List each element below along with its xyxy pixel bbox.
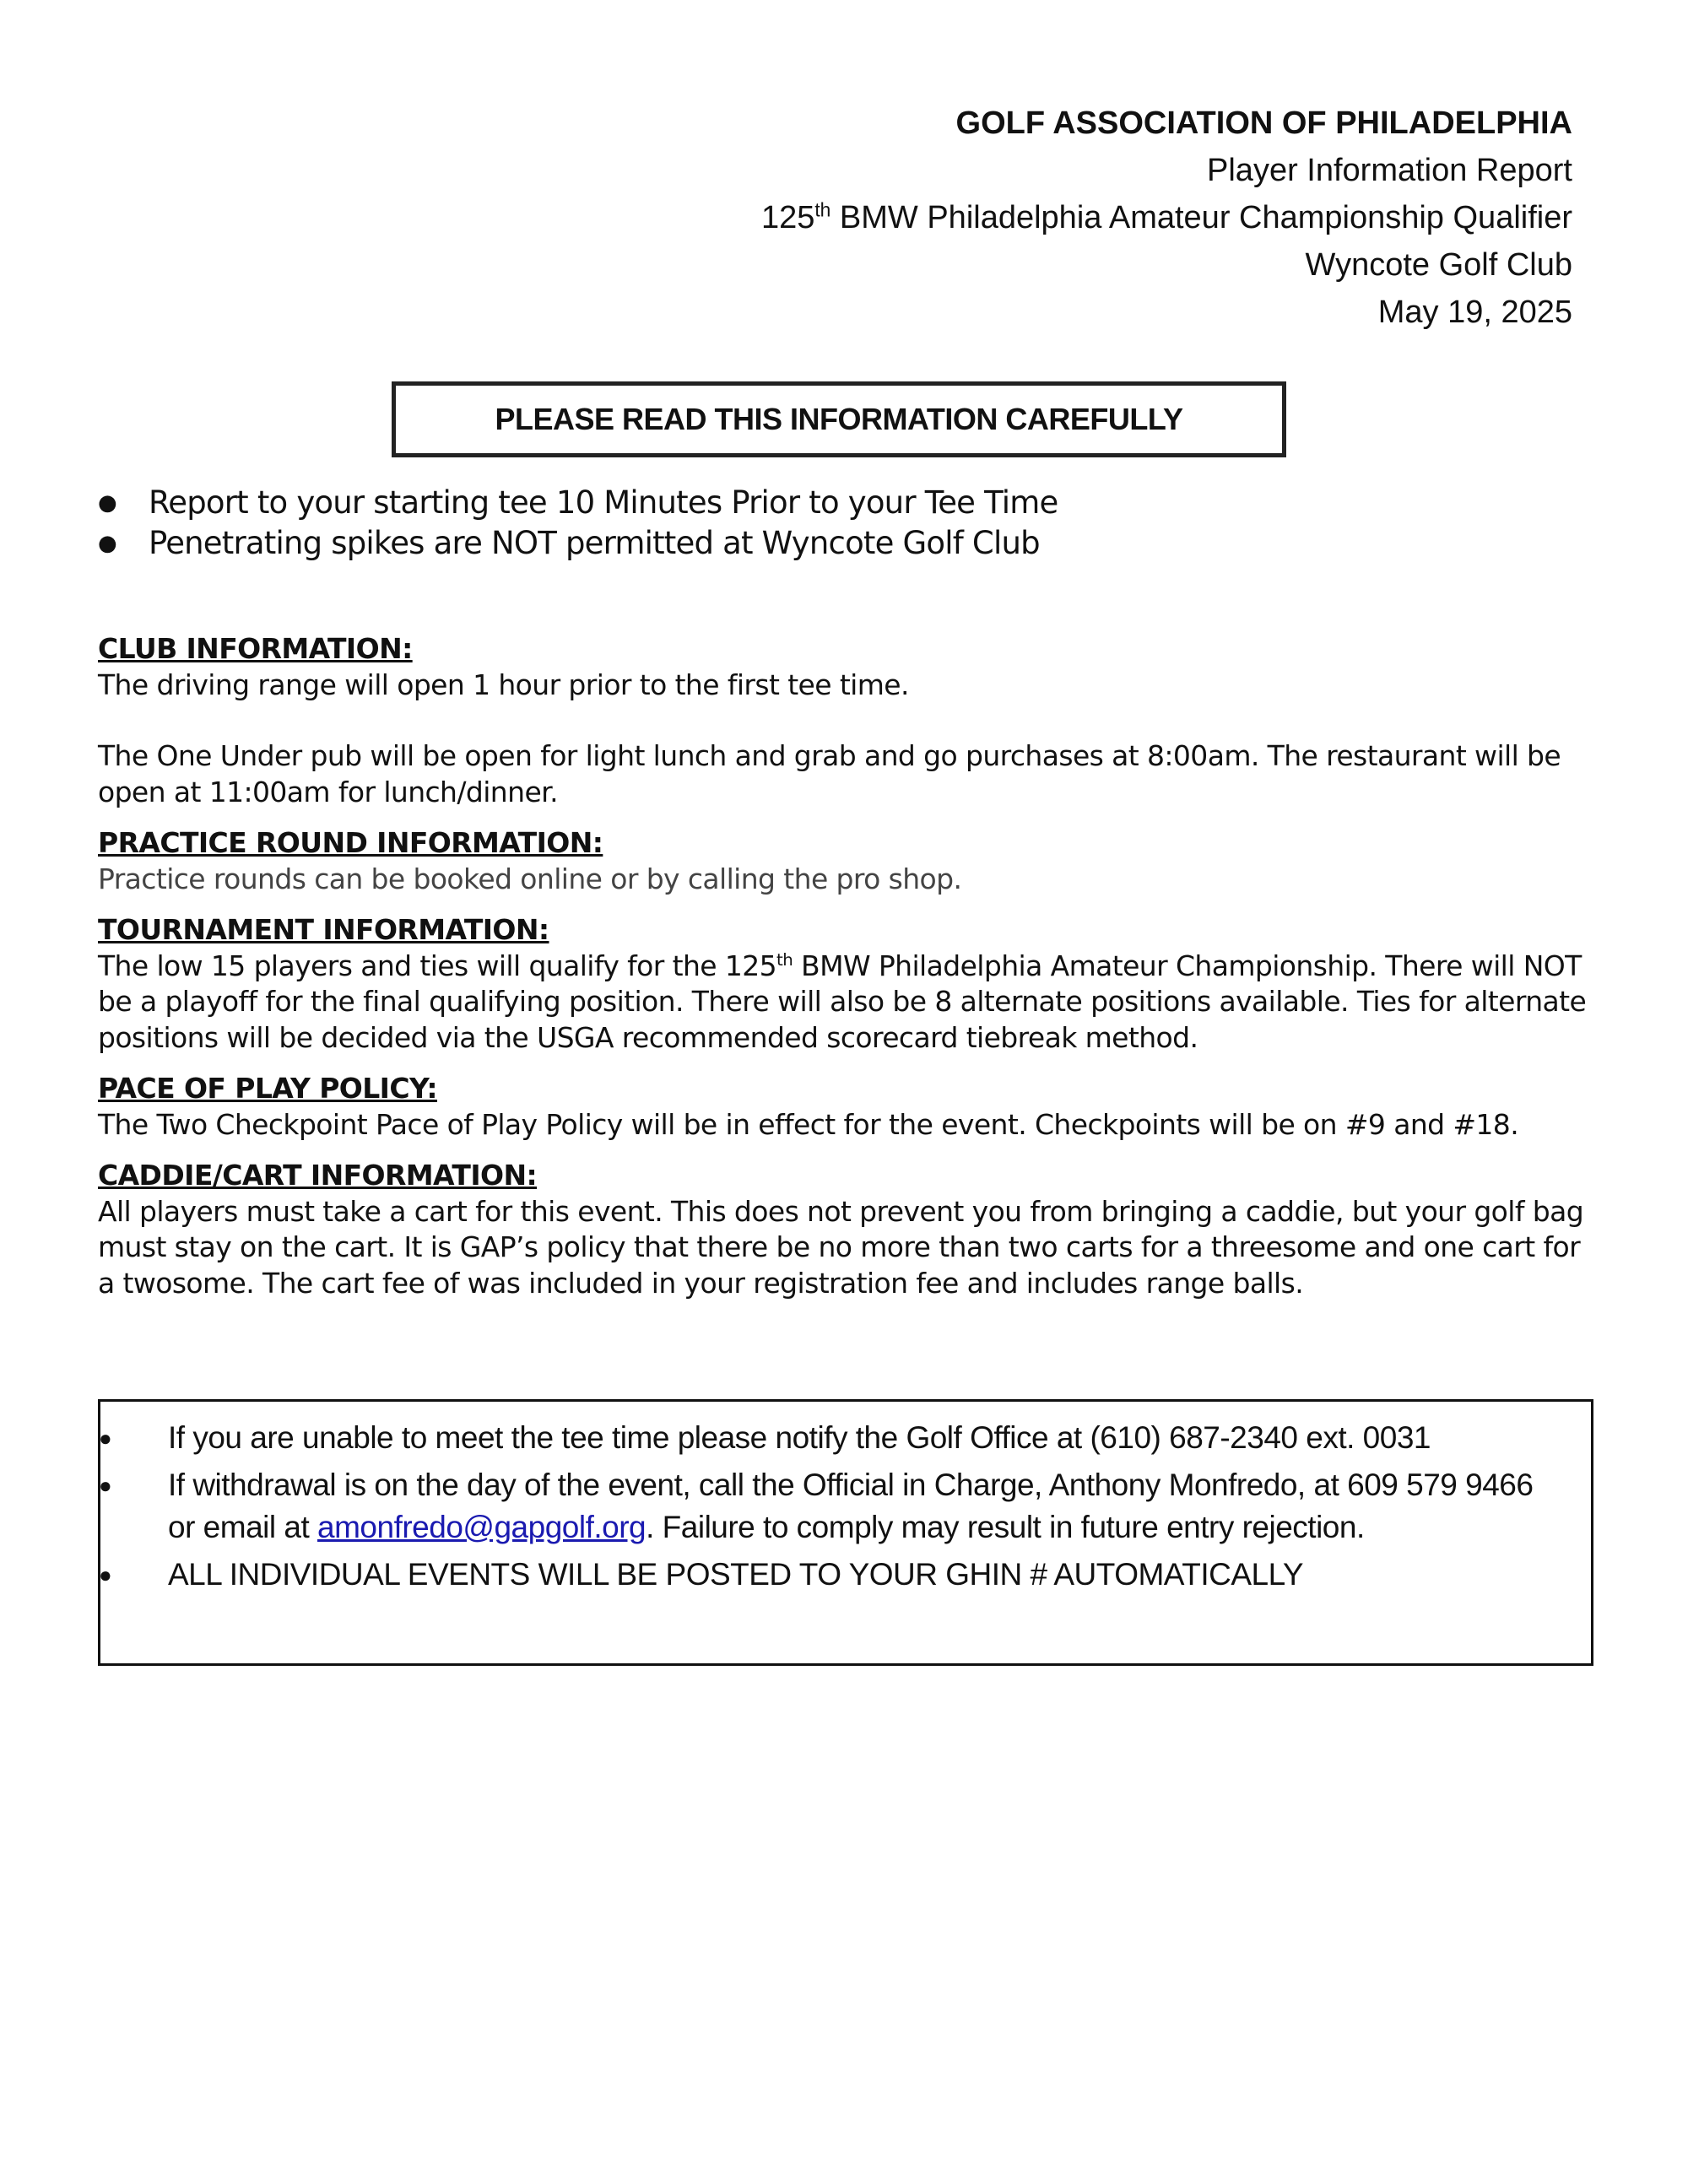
org-name: GOLF ASSOCIATION OF PHILADELPHIA [955, 105, 1572, 141]
document-header [761, 100, 1572, 336]
list-item: ● Penetrating spikes are NOT permitted at Wyncote Golf Club [98, 523, 1058, 564]
ordinal-suffix: th [814, 198, 831, 221]
list-item: ● ALL INDIVIDUAL EVENTS WILL BE POSTED TO YOUR GHIN # AUTOMATICALLY [168, 1554, 1557, 1596]
event-name [761, 194, 1572, 241]
list-item [168, 1464, 1557, 1549]
text: The low 15 players and ties will qualify for the 125 [98, 949, 777, 982]
notice-banner: PLEASE READ THIS INFORMATION CAREFULLY [392, 381, 1286, 457]
section-heading-pace: PACE OF PLAY POLICY: [98, 1072, 437, 1105]
email-link[interactable]: amonfredo@gapgolf.org [317, 1510, 647, 1544]
venue: Wyncote Golf Club [1305, 247, 1572, 283]
event-date: May 19, 2025 [1377, 295, 1572, 330]
report-title: Player Information Report [1207, 153, 1572, 188]
club-text: The One Under pub will be open for light lunch and grab and go purchases at 8:00am. The restaurant will be open at 11:00am for lunch/dinner. [98, 739, 1561, 808]
section-heading-tournament: TOURNAMENT INFORMATION: [98, 913, 549, 946]
info-sections [98, 631, 1600, 1301]
top-bullet-list [98, 483, 1058, 564]
pace-text: The Two Checkpoint Pace of Play Policy will be in effect for the event. Checkpoints will be on #9 and #18. [98, 1107, 1519, 1141]
list-item: ● If you are unable to meet the tee time please notify the Golf Office at (610) 687-2340 ext. 0031 [168, 1417, 1557, 1459]
text: . Failure to comply may result in future entry rejection. [646, 1510, 1365, 1544]
club-text: The driving range will open 1 hour prior to the first tee time. [98, 668, 909, 701]
ordinal-suffix: th [776, 949, 793, 970]
tournament-text [98, 949, 1600, 1057]
section-heading-caddie: CADDIE/CART INFORMATION: [98, 1159, 538, 1192]
list-item: ● Report to your starting tee 10 Minutes Prior to your Tee Time [98, 483, 1058, 523]
event-number: 125 [760, 200, 815, 235]
text: BMW Philadelphia Amateur Championship. There will NOT be a playoff for the final qualifying position. There will also be 8 alternate positions available. Ties for alternate positions will be decided via the USGA recommended scorecard tiebreak method. [98, 949, 1587, 1054]
text: If withdrawal is on the day of the event, call the Official in Charge, Anthony Monfredo, at 609 579 9466 or email at [168, 1468, 1534, 1544]
caddie-text: All players must take a cart for this event. This does not prevent you from bringing a caddie, but your golf bag must stay on the cart. It is GAP’s policy that there be no more than two carts for a threesome and one cart for a twosome. The cart fee of was included in your registration fee and includes range balls. [98, 1194, 1584, 1300]
event-title: BMW Philadelphia Amateur Championship Qualifier [830, 200, 1572, 235]
section-heading-club: CLUB INFORMATION: [98, 632, 413, 665]
practice-text: Practice rounds can be booked online or by calling the pro shop. [98, 862, 962, 895]
section-heading-practice: PRACTICE ROUND INFORMATION: [98, 826, 603, 859]
contact-box [98, 1399, 1593, 1666]
